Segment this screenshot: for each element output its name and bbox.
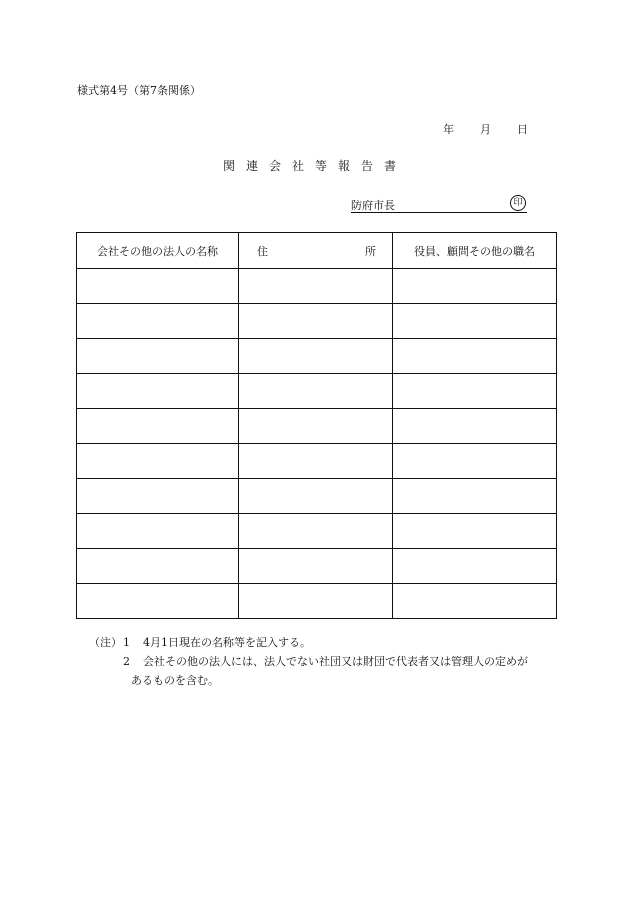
cell-officer-title[interactable]	[393, 479, 557, 514]
addressee-text: 防府市長	[351, 199, 395, 212]
table-row	[77, 374, 557, 409]
cell-officer-title[interactable]	[393, 549, 557, 584]
note-item-1	[123, 633, 311, 652]
cell-address[interactable]	[239, 409, 393, 444]
table-row	[77, 409, 557, 444]
cell-officer-title[interactable]	[393, 339, 557, 374]
cell-address[interactable]	[239, 549, 393, 584]
cell-address[interactable]	[239, 444, 393, 479]
table-row	[77, 269, 557, 304]
table-row	[77, 479, 557, 514]
cell-officer-title[interactable]	[393, 514, 557, 549]
cell-officer-title[interactable]	[393, 584, 557, 619]
cell-address[interactable]	[239, 269, 393, 304]
table-row	[77, 514, 557, 549]
document-title: 関連会社等報告書	[222, 159, 407, 173]
header-officer-title: 役員、顧問その他の職名	[393, 233, 557, 269]
cell-address[interactable]	[239, 374, 393, 409]
addressee-line	[351, 196, 527, 213]
cell-company-name[interactable]	[77, 549, 239, 584]
table-row	[77, 444, 557, 479]
cell-officer-title[interactable]	[393, 409, 557, 444]
cell-address[interactable]	[239, 514, 393, 549]
note-number: 2	[123, 655, 130, 668]
form-number: 様式第4号（第7条関係）	[77, 84, 201, 97]
table-body	[77, 269, 557, 619]
cell-officer-title[interactable]	[393, 269, 557, 304]
date-month-label: 月	[480, 123, 491, 136]
cell-company-name[interactable]	[77, 479, 239, 514]
date-year-label: 年	[443, 123, 454, 136]
cell-address[interactable]	[239, 339, 393, 374]
cell-officer-title[interactable]	[393, 374, 557, 409]
cell-company-name[interactable]	[77, 444, 239, 479]
cell-company-name[interactable]	[77, 409, 239, 444]
note-item-2	[123, 652, 528, 671]
note-text: 会社その他の法人には、法人でない社団又は財団で代表者又は管理人の定めが	[143, 655, 528, 668]
header-address-right: 所	[365, 244, 376, 258]
cell-company-name[interactable]	[77, 584, 239, 619]
cell-address[interactable]	[239, 304, 393, 339]
note-number: 1	[123, 636, 130, 649]
header-address	[239, 233, 393, 269]
header-address-left: 住	[257, 244, 268, 258]
cell-company-name[interactable]	[77, 269, 239, 304]
report-table	[76, 232, 557, 619]
cell-address[interactable]	[239, 584, 393, 619]
cell-company-name[interactable]	[77, 304, 239, 339]
table-row	[77, 584, 557, 619]
note-text: 4月1日現在の名称等を記入する。	[143, 636, 311, 649]
table-header-row	[77, 233, 557, 269]
header-company-name: 会社その他の法人の名称	[77, 233, 239, 269]
table-row	[77, 339, 557, 374]
cell-company-name[interactable]	[77, 374, 239, 409]
date-day-label: 日	[517, 123, 528, 136]
cell-officer-title[interactable]	[393, 444, 557, 479]
date-line	[443, 121, 528, 137]
seal-mark: 印	[510, 195, 526, 211]
table-row	[77, 549, 557, 584]
cell-company-name[interactable]	[77, 339, 239, 374]
table-row	[77, 304, 557, 339]
notes-label: （注）	[89, 636, 122, 649]
note-item-2-continuation: あるものを含む。	[131, 674, 219, 687]
cell-address[interactable]	[239, 479, 393, 514]
cell-officer-title[interactable]	[393, 304, 557, 339]
cell-company-name[interactable]	[77, 514, 239, 549]
